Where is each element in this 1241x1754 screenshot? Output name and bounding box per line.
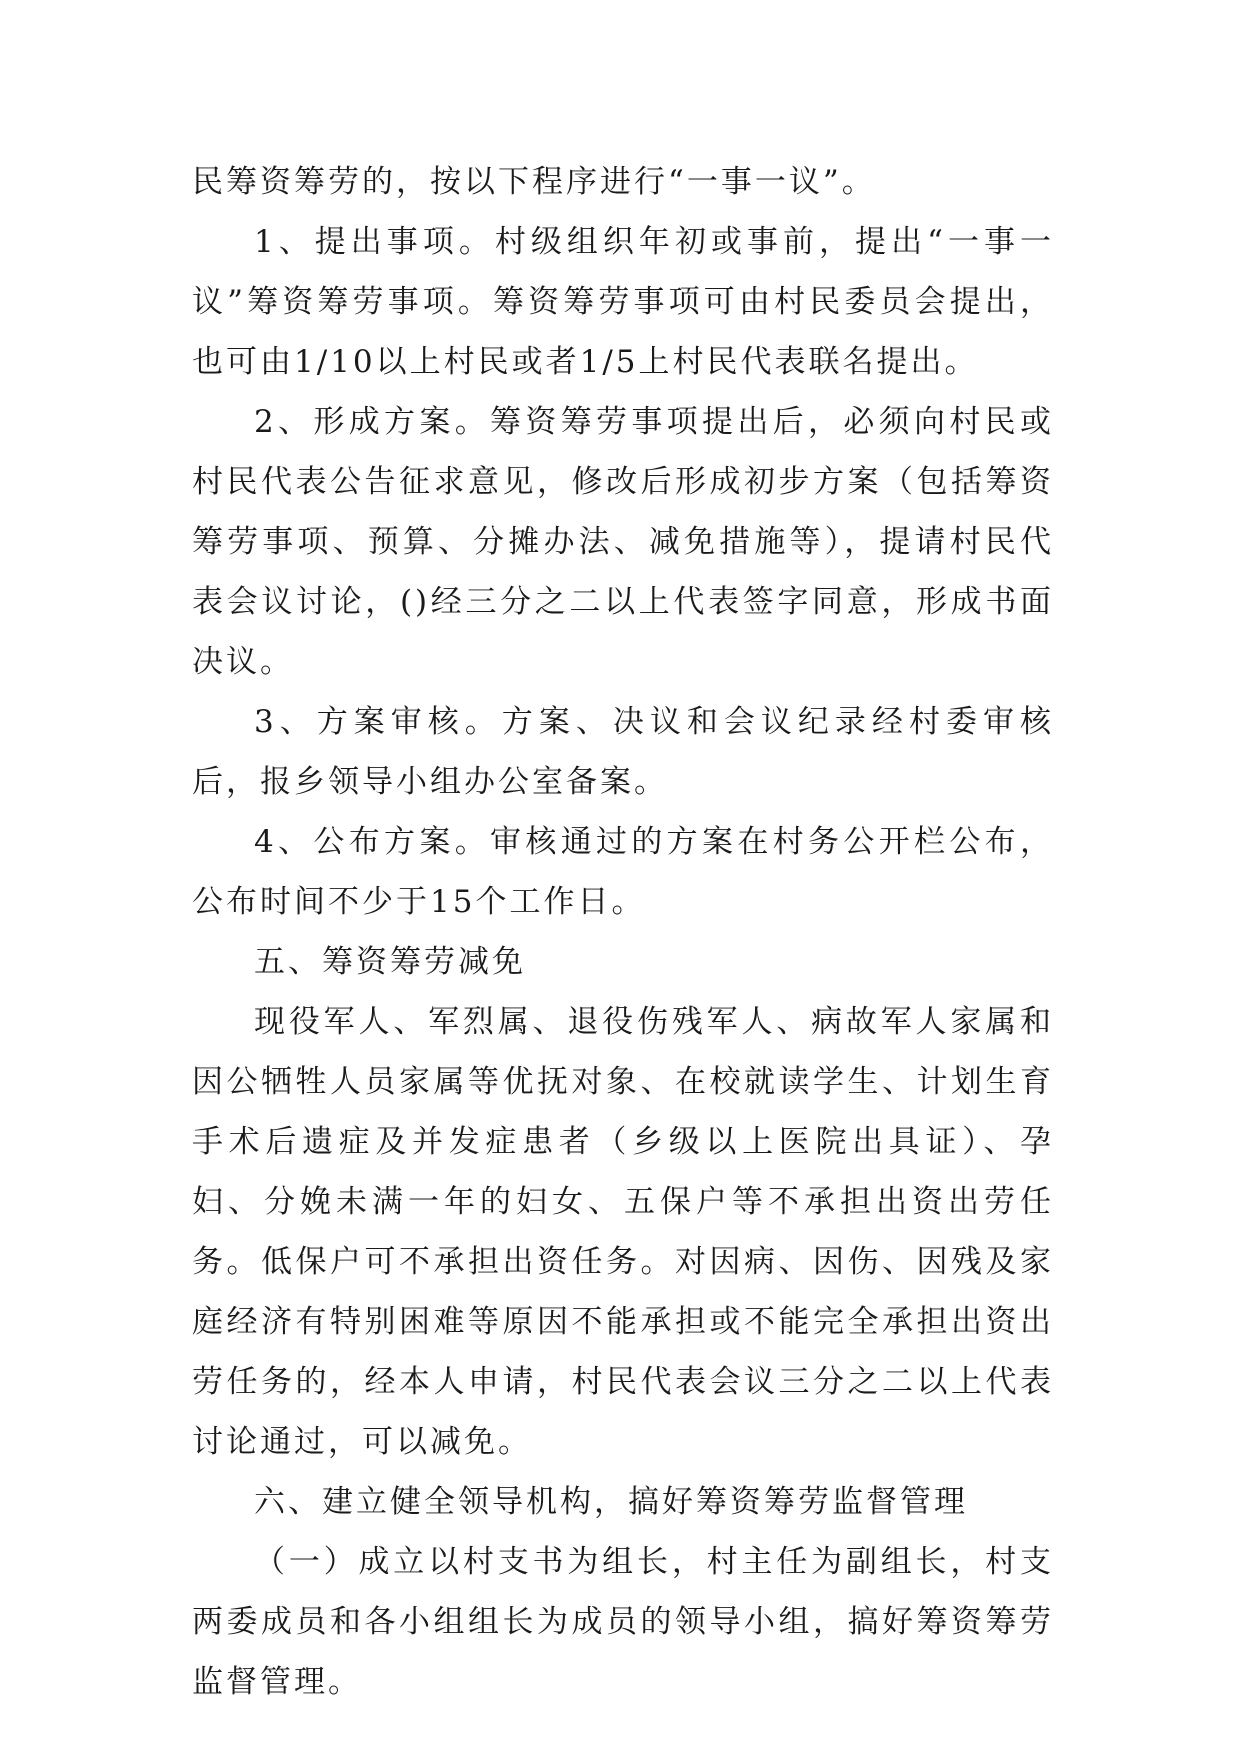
paragraph-item-1-propose: 1、提出事项。村级组织年初或事前，提出“一事一议”筹资筹劳事项。筹资筹劳事项可由村民委员会提出，也可由1/10以上村民或者1/5上村民代表联名提出。 [192,224,1054,380]
paragraph-exemption: 现役军人、军烈属、退役伤残军人、病故军人家属和因公牺牲人员家属等优抚对象、在校就读学生、计划生育手术后遗症及并发症患者（乡级以上医院出具证）、孕妇、分娩未满一年的妇女、五保户等不承担出资出劳任务。低保户可不承担出资任务。对因病、因伤、因残及家庭经济有特别困难等原因不能承担或不能完全承担出资出劳任务的，经本人申请，村民代表会议三分之二以上代表讨论通过，可以减免。 [192,1004,1054,1460]
document-body [192,152,1054,1712]
paragraph-item-3-review: 3、方案审核。方案、决议和会议纪录经村委审核后，报乡领导小组办公室备案。 [192,704,1054,800]
section-heading-5: 五、筹资筹劳减免 [254,944,526,980]
paragraph-item-4-publish: 4、公布方案。审核通过的方案在村务公开栏公布，公布时间不少于15个工作日。 [192,824,1054,920]
section-heading-6: 六、建立健全领导机构，搞好筹资筹劳监督管理 [254,1484,968,1520]
paragraph-leadership-group: （一）成立以村支书为组长，村主任为副组长，村支两委成员和各小组组长为成员的领导小组，搞好筹资筹劳监督管理。 [192,1544,1054,1700]
paragraph-item-2-plan: 2、形成方案。筹资筹劳事项提出后，必须向村民或村民代表公告征求意见，修改后形成初步方案（包括筹资筹劳事项、预算、分摊办法、减免措施等），提请村民代表会议讨论，()经三分之二以上代表签字同意，形成书面决议。 [192,404,1054,680]
paragraph-continuation: 民筹资筹劳的，按以下程序进行“一事一议”。 [192,164,876,200]
